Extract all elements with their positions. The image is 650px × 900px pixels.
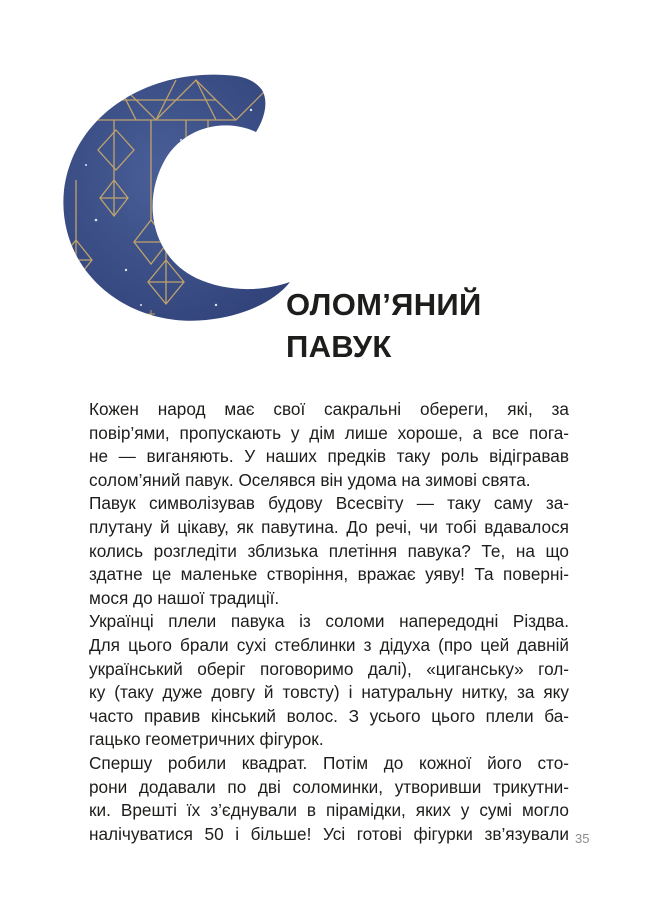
text-line: колись розгледіти зблизька плетіння павука? Те, на що — [89, 540, 569, 561]
text-line: не — виганяють. У наших предків таку роль відігравав — [89, 446, 569, 467]
drop-cap-letter-s — [56, 70, 296, 330]
text-line: Українці плели павука із соломи напередодні Різдва. — [89, 611, 569, 632]
text-line: часто правив кінський волос. З усього цього плели ба- — [89, 705, 569, 726]
text-line: рони додавали по дві соломинки, утворивши трикутни- — [89, 776, 569, 797]
text-line: ки. Врешті їх з’єднували в пірамідки, яких у сумі могло — [89, 800, 569, 821]
text-line: повір’ями, пропускають у дім лише хороше, а все пога- — [89, 422, 569, 443]
text-line: Павук символізував будову Всесвіту — таку саму за- — [89, 493, 569, 514]
paragraph — [61, 398, 569, 492]
text-line: український оберіг поговоримо далі), «циганську» гол- — [89, 658, 569, 679]
text-line: солом’яний павук. Оселявся він удома на зимові свята. — [89, 469, 531, 490]
text-line: здатне це маленьке створіння, вражає уяву! Та поверні- — [89, 564, 569, 585]
text-line: мося до нашої традиції. — [89, 587, 280, 608]
text-line: гацько геометричних фігурок. — [89, 729, 324, 750]
text-line: Кожен народ має свої сакральні обереги, які, за — [89, 399, 569, 419]
text-line: ку (таку дуже довгу й товсту) і натуральну нитку, за яку — [89, 682, 569, 703]
chapter-title-line-1: ОЛОМ’ЯНИЙ — [286, 287, 482, 322]
text-line: налічуватися 50 і більше! Усі готові фігурки зв’язували — [89, 823, 569, 844]
page-number: 35 — [575, 831, 590, 846]
text-line: плутану й цікаву, як павутина. До речі, чи тобі вдавалося — [89, 516, 569, 537]
paragraph — [61, 492, 569, 610]
chapter-title — [286, 284, 482, 368]
text-line: Спершу робили квадрат. Потім до кожної його сто- — [89, 752, 569, 773]
chapter-title-line-2: ПАВУК — [286, 329, 392, 364]
text-line: Для цього брали сухі стеблинки з дідуха (про цей давній — [89, 634, 569, 655]
paragraph — [61, 752, 569, 846]
body-text — [61, 398, 569, 846]
paragraph — [61, 610, 569, 752]
